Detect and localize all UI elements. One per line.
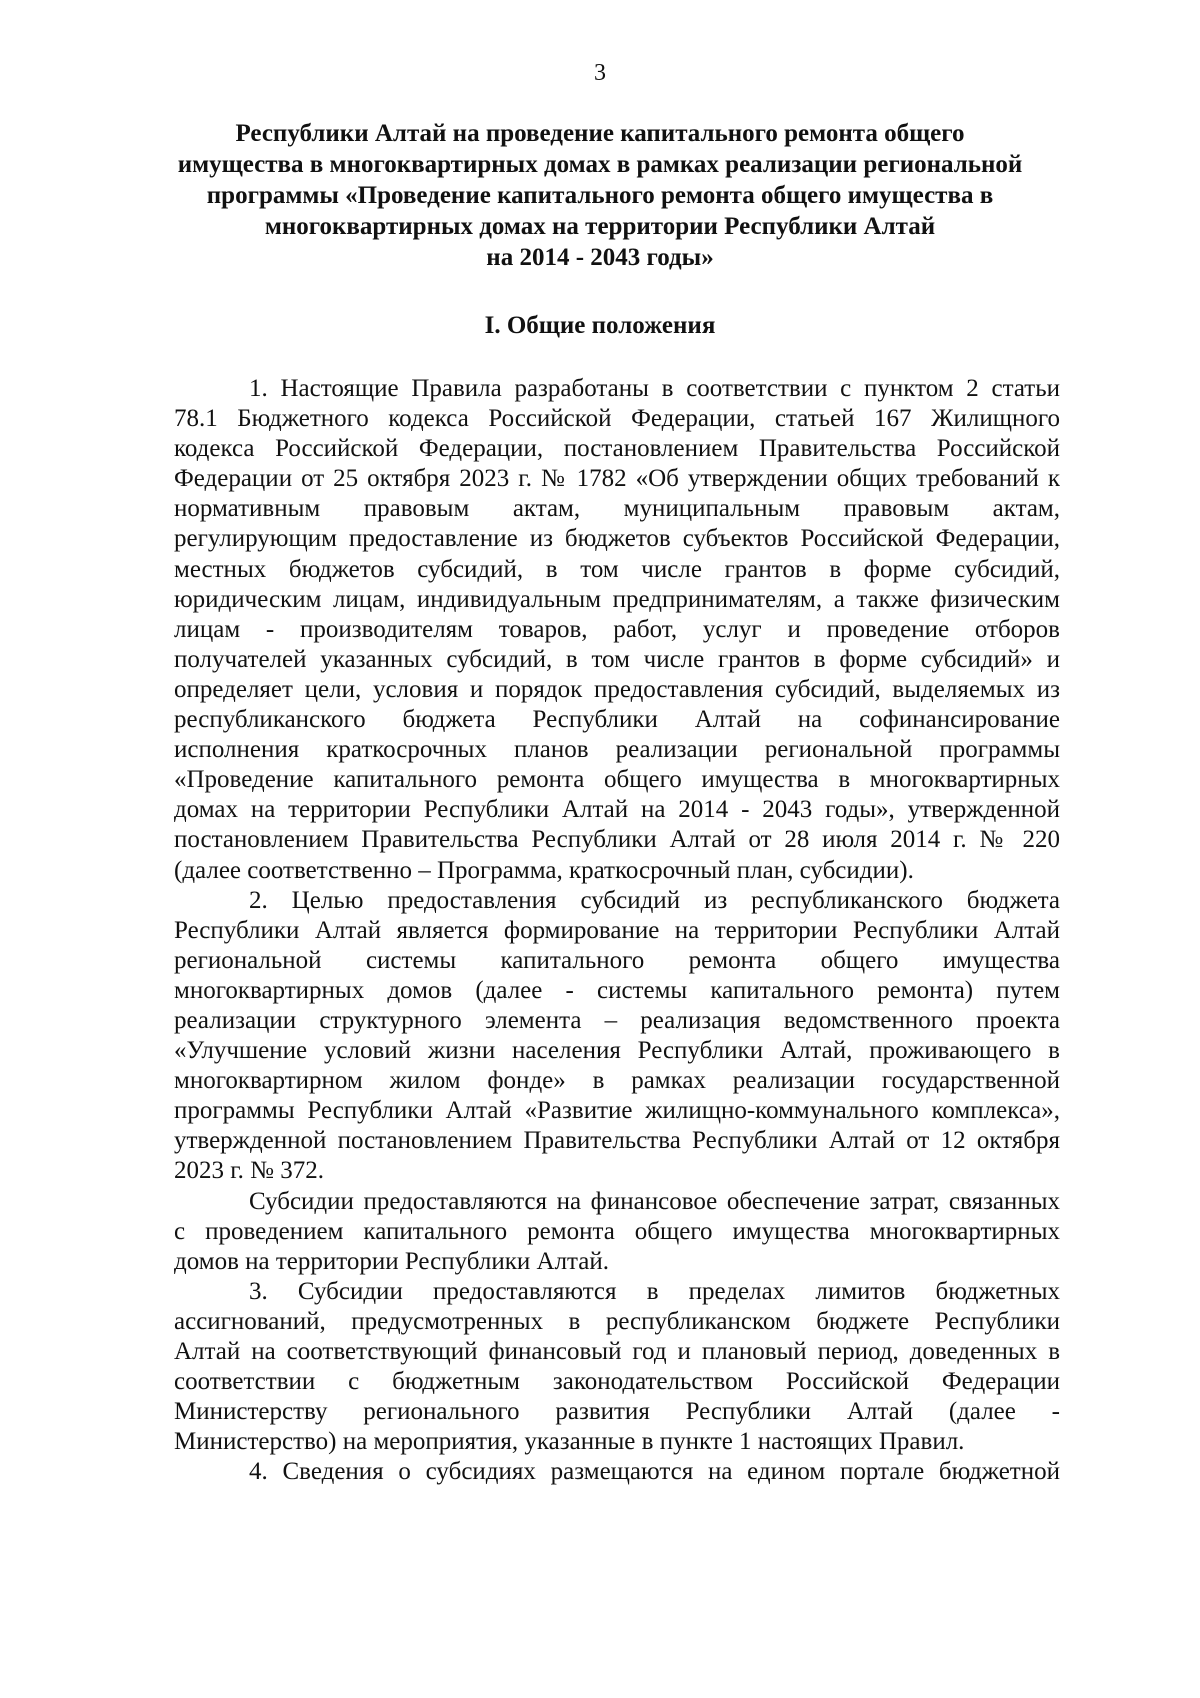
body-text xyxy=(174,374,1060,1487)
paragraph-line: многоквартирном жилом фонде» в рамках реализации государственной xyxy=(174,1067,1060,1095)
paragraph xyxy=(174,1187,1060,1277)
paragraph-line: определяет цели, условия и порядок предоставления субсидий, выделяемых из xyxy=(174,675,1060,703)
paragraph-line: Министерству регионального развития Республики Алтай (далее - xyxy=(174,1398,1060,1426)
paragraph-line: Алтай на соответствующий финансовый год и плановый период, доведенных в xyxy=(174,1338,1060,1365)
title-line: программы «Проведение капитального ремонта общего имущества в xyxy=(206,182,994,209)
paragraph-line: с проведением капитального ремонта общего имущества многоквартирных xyxy=(174,1217,1060,1245)
paragraph-line: юридическим лицам, индивидуальным предпринимателям, а также физическим xyxy=(174,585,1060,613)
paragraph-line: республиканского бюджета Республики Алтай на софинансирование xyxy=(174,706,1060,734)
paragraph xyxy=(174,374,1060,886)
title-line: имущества в многоквартирных домах в рамках реализации региональной xyxy=(177,151,1023,178)
paragraph-line: программы Республики Алтай «Развитие жилищно-коммунального комплекса», xyxy=(174,1097,1060,1125)
paragraph-line: регулирующим предоставление из бюджетов субъектов Российской Федерации, xyxy=(174,525,1060,553)
paragraph-line: домах на территории Республики Алтай на 2014 - 2043 годы», утвержденной xyxy=(174,796,1060,824)
paragraph-line: кодекса Российской Федерации, постановлением Правительства Российской xyxy=(174,435,1060,463)
page-number: 3 xyxy=(594,60,606,86)
paragraph-line: Республики Алтай является формирование на территории Республики Алтай xyxy=(174,916,1060,944)
paragraph-line: (далее соответственно – Программа, краткосрочный план, субсидии). xyxy=(174,856,914,884)
paragraph-line: 3. Субсидии предоставляются в пределах лимитов бюджетных xyxy=(249,1277,1060,1305)
paragraph-line: 2. Целью предоставления субсидий из республиканского бюджета xyxy=(249,886,1060,914)
paragraph-line: 1. Настоящие Правила разработаны в соответствии с пунктом 2 статьи xyxy=(249,375,1060,402)
title-line: многоквартирных домах на территории Республики Алтай xyxy=(264,213,936,240)
paragraph-line: местных бюджетов субсидий, в том числе грантов в форме субсидий, xyxy=(174,555,1060,583)
paragraph xyxy=(174,886,1060,1187)
paragraph xyxy=(174,1457,1060,1487)
paragraph-line: региональной системы капитального ремонта общего имущества xyxy=(174,946,1060,974)
paragraph-line: Федерации от 25 октября 2023 г. № 1782 «Об утверждении общих требований к xyxy=(174,465,1060,493)
paragraph-line: «Улучшение условий жизни населения Республики Алтай, проживающего в xyxy=(174,1037,1060,1065)
paragraph-line: лицам - производителям товаров, работ, услуг и проведение отборов xyxy=(174,615,1060,643)
paragraph-line: 78.1 Бюджетного кодекса Российской Федерации, статьей 167 Жилищного xyxy=(174,405,1060,433)
paragraph-line: исполнения краткосрочных планов реализации региональной программы xyxy=(174,736,1060,764)
section-heading: I. Общие положения xyxy=(484,312,716,339)
paragraph-line: 4. Сведения о субсидиях размещаются на едином портале бюджетной xyxy=(249,1458,1060,1486)
paragraph-line: утвержденной постановлением Правительства Республики Алтай от 12 октября xyxy=(174,1127,1060,1155)
paragraph-line: соответствии с бюджетным законодательством Российской Федерации xyxy=(174,1368,1060,1396)
document-title xyxy=(150,118,1050,273)
paragraph-line: домов на территории Республики Алтай. xyxy=(174,1247,609,1275)
paragraph-line: постановлением Правительства Республики Алтай от 28 июля 2014 г. № 220 xyxy=(174,826,1060,854)
paragraph-line: реализации структурного элемента – реализация ведомственного проекта xyxy=(174,1006,1060,1034)
paragraph xyxy=(174,1277,1060,1458)
paragraph-line: Субсидии предоставляются на финансовое обеспечение затрат, связанных xyxy=(249,1187,1060,1215)
paragraph-line: ассигнований, предусмотренных в республиканском бюджете Республики xyxy=(174,1307,1060,1335)
paragraph-line: Министерство) на мероприятия, указанные в пункте 1 настоящих Правил. xyxy=(174,1428,965,1456)
paragraph-line: «Проведение капитального ремонта общего имущества в многоквартирных xyxy=(174,766,1060,794)
title-line: Республики Алтай на проведение капитального ремонта общего xyxy=(235,120,965,147)
paragraph-line: 2023 г. № 372. xyxy=(174,1157,325,1185)
paragraph-line: многоквартирных домов (далее - системы капитального ремонта) путем xyxy=(174,976,1060,1004)
paragraph-line: получателей указанных субсидий, в том числе грантов в форме субсидий» и xyxy=(174,645,1060,673)
title-line: на 2014 - 2043 годы» xyxy=(486,244,714,271)
paragraph-line: нормативным правовым актам, муниципальным правовым актам, xyxy=(174,495,1060,523)
